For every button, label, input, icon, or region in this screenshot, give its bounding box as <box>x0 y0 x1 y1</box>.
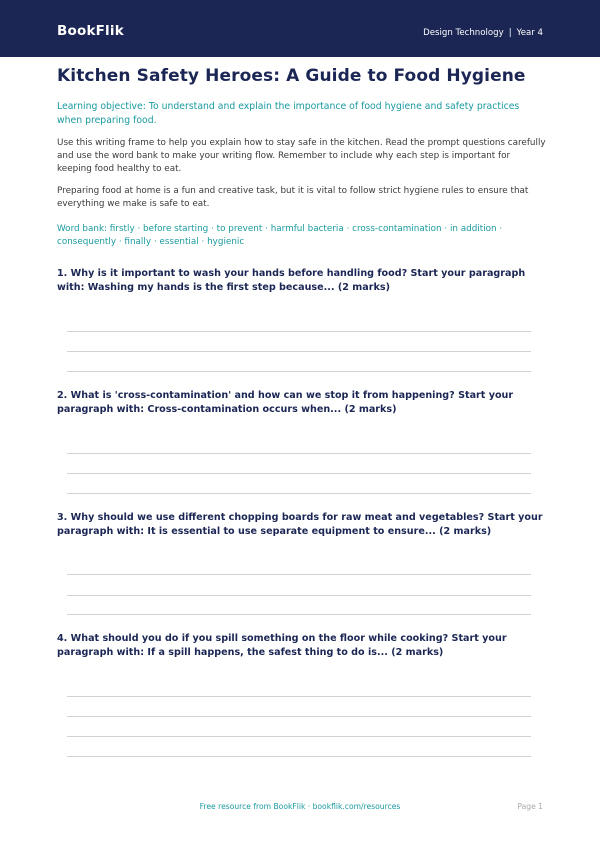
brand-logo: BookFlik <box>57 23 124 39</box>
intro-paragraph: Use this writing frame to help you explain how to stay safe in the kitchen. Read the prompt questions carefully and use the word bank to make your writing flow. Remember to include why each step is important for keeping food healthy to eat. <box>57 138 546 175</box>
answer-line-4-2[interactable] <box>67 716 531 717</box>
header-meta <box>423 28 543 38</box>
subject-label: Design Technology <box>423 28 504 38</box>
answer-line-4-4[interactable] <box>67 756 531 757</box>
answer-line-4-3[interactable] <box>67 736 531 737</box>
question-4: 4. What should you do if you spill something on the floor while cooking? Start your paragraph with: If a spill happens, the safest thing to do is... (2 marks) <box>57 633 507 658</box>
answer-line-3-2[interactable] <box>67 595 531 596</box>
page-title: Kitchen Safety Heroes: A Guide to Food Hygiene <box>57 66 526 86</box>
answer-line-1-1[interactable] <box>67 331 531 332</box>
answer-line-3-3[interactable] <box>67 614 531 615</box>
answer-line-4-1[interactable] <box>67 696 531 697</box>
header-separator: | <box>508 28 512 38</box>
answer-line-2-3[interactable] <box>67 493 531 494</box>
answer-line-2-2[interactable] <box>67 473 531 474</box>
question-2: 2. What is 'cross-contamination' and how can we stop it from happening? Start your paragraph with: Cross-contamination occurs when... (2 marks) <box>57 390 514 415</box>
question-3: 3. Why should we use different chopping boards for raw meat and vegetables? Start your paragraph with: It is essential to use separate equipment to ensure... (2 marks) <box>57 512 543 537</box>
footer-credit: Free resource from BookFlik · bookflik.com/resources <box>199 802 401 811</box>
intro-paragraph-2: Preparing food at home is a fun and creative task, but it is vital to follow strict hygiene rules to ensure that everything we make is safe to eat. <box>57 186 529 210</box>
year-label: Year 4 <box>516 28 543 38</box>
learning-objective: Learning objective: To understand and explain the importance of food hygiene and safety practices when preparing food. <box>57 101 520 126</box>
answer-line-2-1[interactable] <box>67 453 531 454</box>
question-1: 1. Why is it important to wash your hands before handling food? Start your paragraph with: Washing my hands is the first step because... (2 marks) <box>57 268 526 293</box>
word-bank: Word bank: firstly · before starting · to prevent · harmful bacteria · cross-contamination · in addition · consequently · finally · essential · hygienic <box>57 224 503 248</box>
answer-line-3-1[interactable] <box>67 574 531 575</box>
answer-line-1-2[interactable] <box>67 351 531 352</box>
page-header <box>0 0 600 57</box>
answer-line-1-3[interactable] <box>67 371 531 372</box>
page-number: Page 1 <box>517 802 543 811</box>
